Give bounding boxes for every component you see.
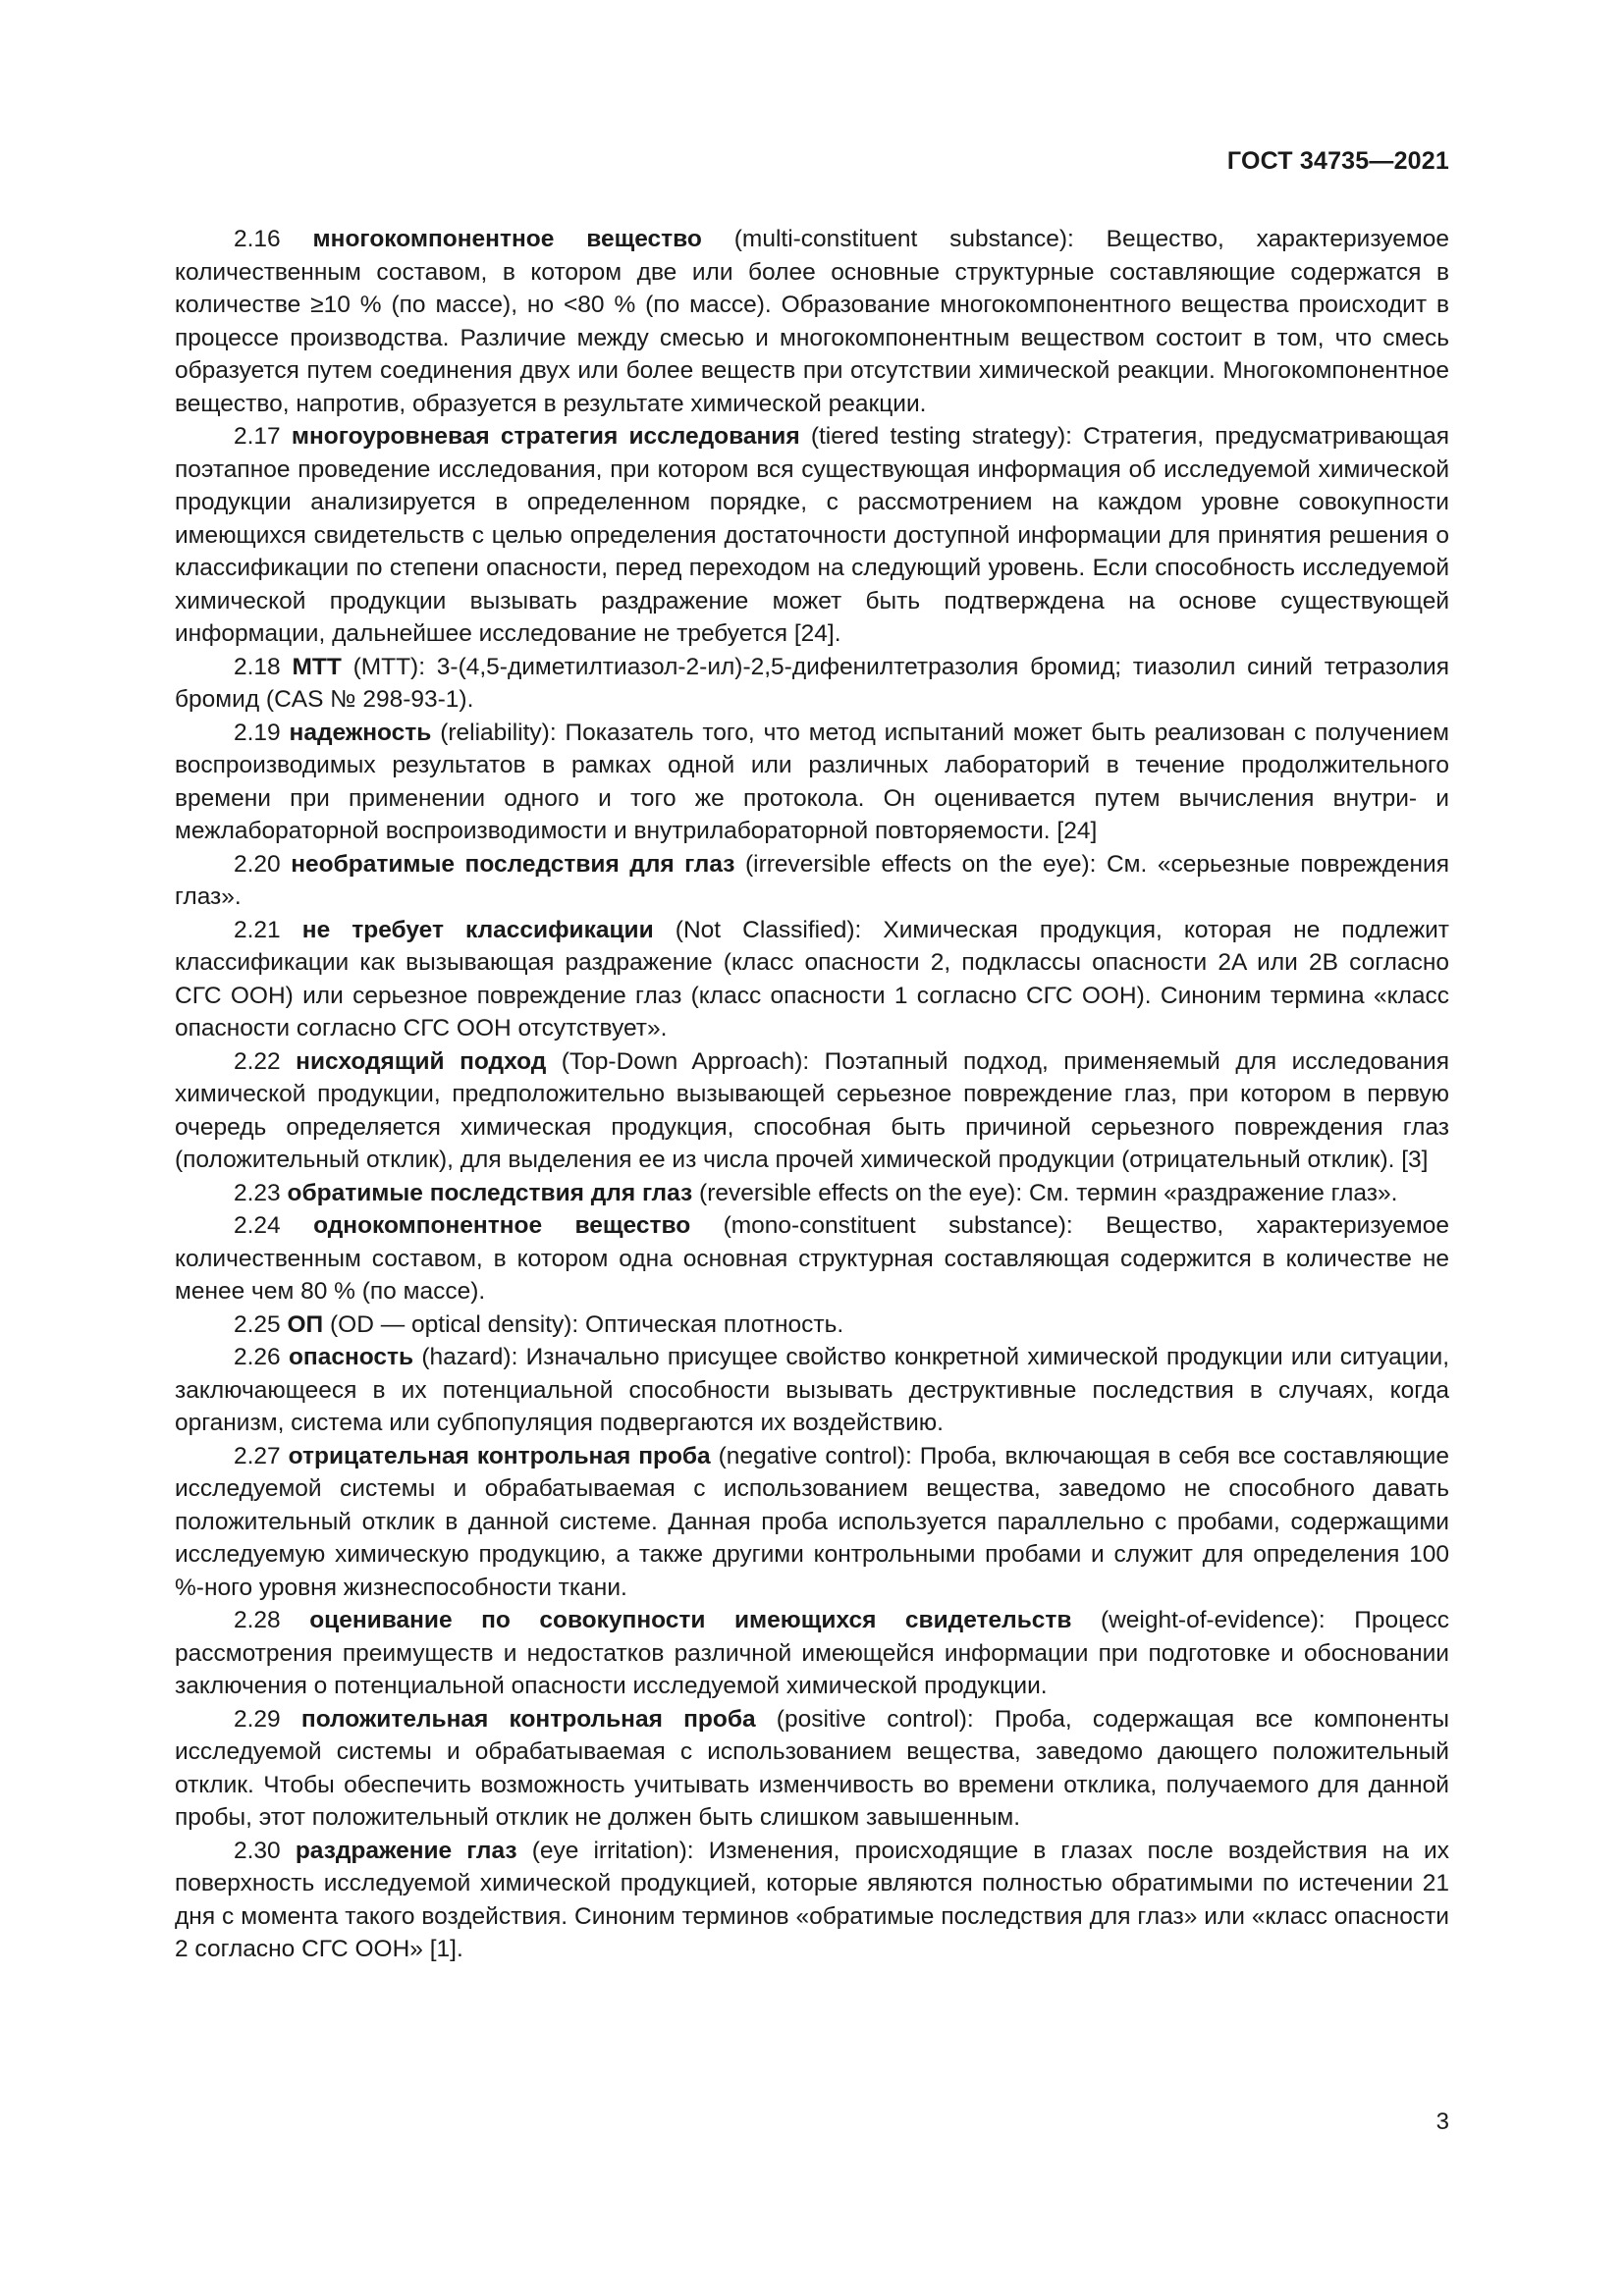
- entry-text: (multi-constituent substance): Вещество, характеризуемое количественным составом, в котором две или более основные структурные составляющие содержатся в количестве ≥10 % (по массе), но <80 % (по массе). Образование многокомпонентного вещества происходит в процессе производства. Различие между смесью и многокомпонентным веществом состоит в том, что смесь образуется путем соединения двух или более веществ при отсутствии химической реакции. Многокомпонентное вещество, напротив, образуется в результате химической реакции.: [175, 226, 1449, 417]
- entry-term: отрицательная контрольная проба: [288, 1442, 711, 1469]
- definition-entry: [175, 1604, 1449, 1703]
- entry-text: (reliability): Показатель того, что метод испытаний может быть реализован с получением воспроизводимых результатов в рамках одной или различных лабораторий в течение продолжительного времени при применении одного и того же протокола. Он оценивается путем вычисления внутри- и межлабораторной воспроизводимости и внутрилабораторной повторяемости. [24]: [175, 719, 1449, 844]
- entry-number: 2.30: [234, 1837, 281, 1864]
- entry-text: (tiered testing strategy): Стратегия, предусматривающая поэтапное проведение исследования, при котором вся существующая информация об исследуемой химической продукции анализируется в определенном порядке, с рассмотрением на каждом уровне совокупности имеющихся свидетельств с целью определения достаточности доступной информации для принятия решения о классификации по степени опасности, перед переходом на следующий уровень. Если способность исследуемой химической продукции вызывать раздражение может быть подтверждена на основе существующей информации, дальнейшее исследование не требуется [24].: [175, 423, 1449, 647]
- entry-term: нисходящий подход: [296, 1047, 547, 1075]
- entry-term: ОП: [287, 1310, 324, 1338]
- definition-entry: [175, 1045, 1449, 1177]
- entry-number: 2.25: [234, 1310, 281, 1338]
- entry-term: многокомпонентное вещество: [312, 226, 702, 252]
- entry-text: (MTT): 3-(4,5-диметилтиазол-2-ил)-2,5-дифенилтетразолия бромид; тиазолил синий тетразолия бромид (CAS № 298-93-1).: [175, 653, 1449, 713]
- entry-text: (reversible effects on the eye): См. термин «раздражение глаз».: [699, 1179, 1398, 1206]
- definition-entry: [175, 1177, 1449, 1210]
- definition-entry: [175, 914, 1449, 1045]
- entry-term: необратимые последствия для глаз: [291, 850, 735, 878]
- entry-text: (hazard): Изначально присущее свойство конкретной химической продукции или ситуации, заключающееся в их потенциальной способности вызывать деструктивные последствия в случаях, когда организм, система или субпопуляция подвергаются их воздействию.: [175, 1344, 1450, 1436]
- entry-term: надежность: [289, 719, 432, 746]
- entry-text: (weight-of-evidence): Процесс рассмотрения преимуществ и недостатков различной имеющейся информации при подготовке и обосновании заключения о потенциальной опасности исследуемой химической продукции.: [175, 1607, 1449, 1699]
- definition-entry: [175, 223, 1449, 420]
- entry-text: (OD — optical density): Оптическая плотность.: [329, 1310, 844, 1338]
- entry-number: 2.21: [234, 916, 281, 943]
- definition-entry: [175, 1341, 1449, 1440]
- entry-number: 2.20: [234, 850, 281, 878]
- entry-text: (Not Classified): Химическая продукция, которая не подлежит классификации как вызывающая раздражение (класс опасности 2, подклассы опасности 2A или 2B согласно СГС ООН) или серьезное повреждение глаз (класс опасности 1 согласно СГС ООН). Синоним термина «класс опасности согласно СГС ООН отсутствует».: [175, 916, 1450, 1041]
- definition-entry: [175, 1209, 1449, 1308]
- definition-entry: [175, 1440, 1449, 1605]
- entry-number: 2.29: [234, 1705, 281, 1733]
- entry-text: (irreversible effects on the eye): См. «серьезные повреждения глаз».: [175, 850, 1449, 910]
- entry-text: (positive control): Проба, содержащая все компоненты исследуемой системы и обрабатываемая с использованием вещества, заведомо дающего положительный отклик. Чтобы обеспечить возможность учитывать изменчивость во времени отклика, получаемого для данной пробы, этот положительный отклик не должен быть слишком завышенным.: [175, 1705, 1450, 1831]
- entry-number: 2.24: [234, 1212, 281, 1239]
- entry-term: положительная контрольная проба: [300, 1705, 756, 1733]
- entry-text: (negative control): Проба, включающая в себя все составляющие исследуемой системы и обрабатываемая с использованием вещества, заведомо не способного давать положительный отклик в данной системе. Данная проба используется параллельно с пробами, содержащими исследуемую химическую продукцию, а также другими контрольными пробами и служит для определения 100 %-ного уровня жизнеспособности ткани.: [175, 1442, 1449, 1601]
- page-number: 3: [1435, 2109, 1449, 2135]
- entry-number: 2.19: [234, 719, 281, 746]
- definition-entry: [175, 717, 1449, 848]
- entry-term: МТТ: [292, 653, 342, 680]
- definition-entry: [175, 651, 1449, 717]
- entry-term: опасность: [288, 1344, 414, 1370]
- entry-term: оценивание по совокупности имеющихся свидетельств: [309, 1607, 1072, 1633]
- entry-term: не требует классификации: [301, 916, 654, 943]
- entry-number: 2.17: [234, 423, 281, 450]
- entry-number: 2.28: [234, 1607, 281, 1633]
- entry-text: (eye irritation): Изменения, происходящие в глазах после воздействия на их поверхность исследуемой химической продукцией, которые являются полностью обратимыми по истечении 21 дня с момента такого воздействия. Синоним терминов «обратимые последствия для глаз» или «класс опасности 2 согласно СГС ООН» [1].: [175, 1837, 1449, 1962]
- entry-number: 2.22: [234, 1047, 281, 1075]
- definitions-list: [175, 223, 1449, 1966]
- definition-entry: [175, 1703, 1449, 1835]
- entry-number: 2.23: [234, 1179, 281, 1206]
- entry-number: 2.26: [234, 1344, 281, 1370]
- standard-id-header: ГОСТ 34735—2021: [1226, 147, 1449, 175]
- entry-term: обратимые последствия для глаз: [287, 1179, 693, 1206]
- definition-entry: [175, 1835, 1449, 1966]
- definition-entry: [175, 848, 1449, 914]
- entry-term: многоуровневая стратегия исследования: [291, 423, 800, 450]
- entry-number: 2.27: [234, 1442, 281, 1469]
- entry-number: 2.16: [234, 226, 281, 252]
- entry-term: раздражение глаз: [295, 1837, 517, 1864]
- entry-text: (Top-Down Approach): Поэтапный подход, применяемый для исследования химической продукции, предположительно вызывающей серьезное повреждение глаз, при котором в первую очередь определяется химическая продукция, способная быть причиной серьезного повреждения глаз (положительный отклик), для выделения ее из числа прочей химической продукции (отрицательный отклик). [3]: [175, 1047, 1449, 1173]
- entry-text: (mono-constituent substance): Вещество, характеризуемое количественным составом, в котором одна основная структурная составляющая содержится в количестве не менее чем 80 % (по массе).: [175, 1212, 1449, 1305]
- definition-entry: [175, 420, 1449, 651]
- entry-number: 2.18: [234, 653, 281, 680]
- entry-term: однокомпонентное вещество: [313, 1212, 691, 1239]
- definition-entry: [175, 1308, 1449, 1342]
